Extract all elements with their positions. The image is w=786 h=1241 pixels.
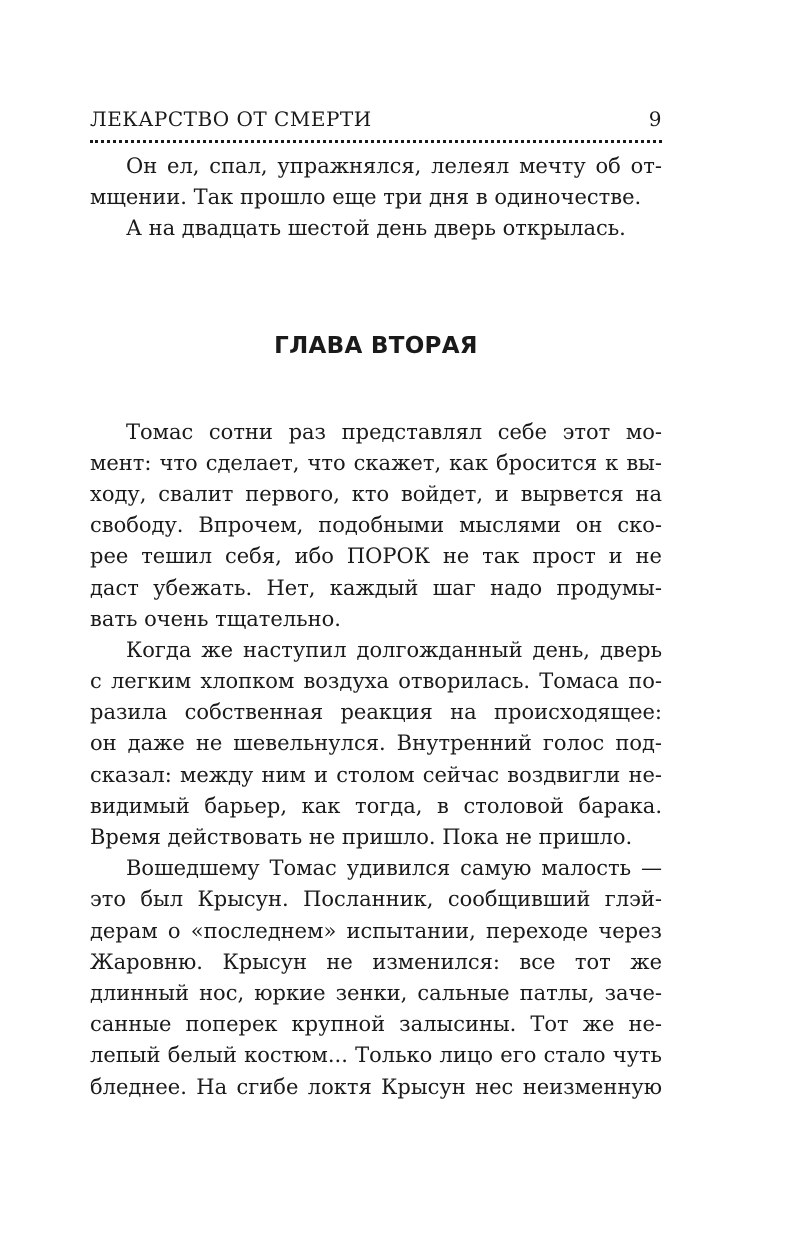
- text-line: ходу, свалит первого, кто войдет, и вырвется на: [90, 481, 662, 506]
- intro-text: [90, 151, 662, 245]
- text-line: мщении. Так прошло еще три дня в одиночестве.: [90, 185, 642, 210]
- text-line: мент: что сделает, что скажет, как бросится к вы-: [90, 450, 662, 475]
- text-line: Томас сотни раз представлял себе этот мо-: [126, 419, 662, 444]
- text-line: длинный нос, юркие зенки, сальные патлы, заче-: [90, 980, 662, 1005]
- text-line: Время действовать не пришло. Пока не пришло.: [90, 825, 633, 849]
- text-line: санные поперек крупной залысины. Тот же не-: [90, 1012, 662, 1037]
- text-line: рее тешил себя, ибо ПОРОК не так прост и не: [90, 544, 662, 569]
- text-line: он даже не шевельнулся. Внутренний голос под-: [90, 731, 662, 756]
- header-divider: [90, 140, 662, 143]
- text-line: сказал: между ним и столом сейчас воздвигли не-: [90, 762, 662, 787]
- text-line: даст убежать. Нет, каждый шаг надо продумы-: [90, 575, 662, 600]
- text-line: Когда же наступил долгожданный день, дверь: [126, 637, 662, 662]
- text-line: разила собственная реакция на происходящее:: [90, 700, 662, 725]
- text-line: свободу. Впрочем, подобными мыслями он ско-: [90, 513, 662, 538]
- text-line: с легким хлопком воздуха отворилась. Томаса по-: [90, 669, 662, 694]
- text-line: лепый белый костюм... Только лицо его стало чуть: [90, 1043, 662, 1068]
- book-page: [90, 104, 662, 1103]
- book-title: ЛЕКАРСТВО ОТ СМЕРТИ: [90, 107, 372, 131]
- running-head: [90, 104, 662, 134]
- text-line: видимый барьер, как тогда, в столовой барака.: [90, 793, 662, 818]
- text-line: Жаровню. Крысун не изменился: все тот же: [90, 949, 662, 974]
- chapter-title: ГЛАВА ВТОРАЯ: [274, 332, 478, 359]
- text-line: дерам о «последнем» испытании, переходе через: [90, 918, 662, 943]
- text-line: Он ел, спал, упражнялся, лелеял мечту об от-: [126, 154, 662, 178]
- chapter-body: [90, 417, 662, 1103]
- text-line: это был Крысун. Посланник, сообщивший глэй-: [90, 887, 662, 912]
- text-line: бледнее. На сгибе локтя Крысун нес неизменную: [90, 1074, 662, 1099]
- page-number: 9: [648, 107, 662, 131]
- text-line: А на двадцать шестой день дверь открылась.: [126, 216, 626, 241]
- text-line: Вошедшему Томас удивился самую малость —: [126, 856, 662, 881]
- text-line: вать очень тщательно.: [90, 606, 341, 631]
